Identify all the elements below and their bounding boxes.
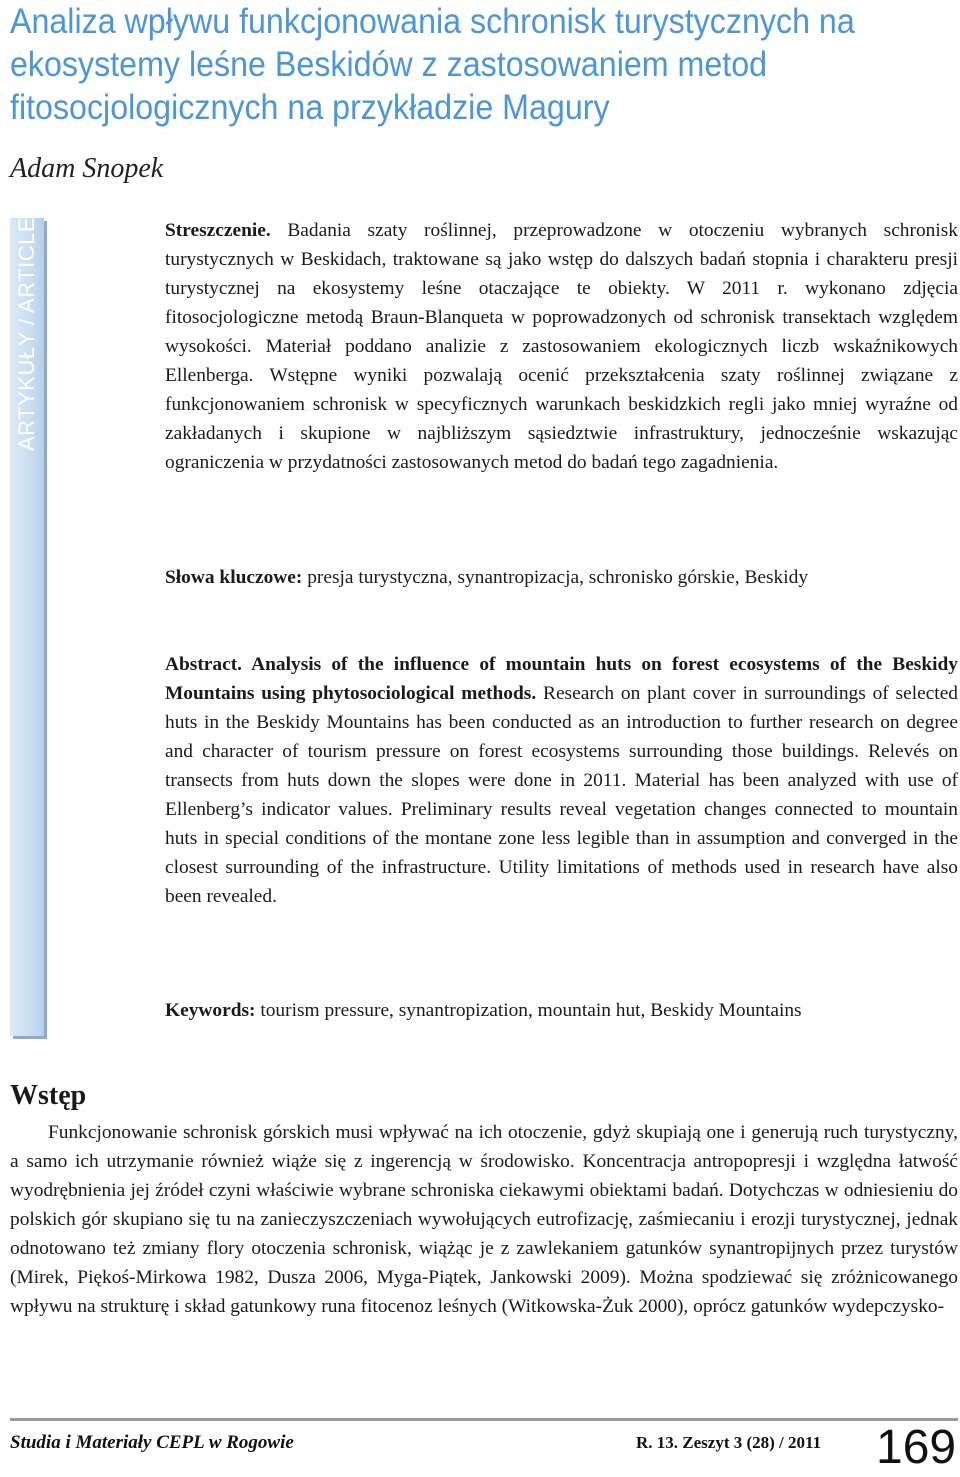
abstract-en — [165, 650, 958, 911]
section-sidebar — [10, 218, 44, 1036]
abstract-en-text: Research on plant cover in surroundings of selected huts in the Beskidy Mountains has been conducted as an introduction to further research on degree and character of tourism pressure on forest ecosystems surrounding those buildings. Relevés on transects from huts down the slopes were done in 2011. Material has been analyzed with use of Ellenberg’s indicator values. Preliminary results reveal vegetation changes connected to mountain huts in special conditions of the montane zone less legible than in assumption and converged in the closest surrounding of the infrastructure. Utility limitations of methods used in research have also been revealed. — [165, 683, 958, 907]
intro-paragraph: Funkcjonowanie schronisk górskich musi wpływać na ich otoczenie, gdyż skupiają one i generują ruch turystyczny, a samo ich utrzymanie również wiąże się z ingerencją w środowisko. Koncentracja antropopresji i względna łatwość wyodrębnienia jej źródeł czyni właściwie wybrane schroniska ciekawymi obiektami badań. Dotychczas w odniesieniu do polskich gór skupiano się tu na zanieczyszczeniach wywołujących eutrofizację, zaśmiecaniu i erozji turystycznej, jednak odnotowano też zmiany flory otoczenia schronisk, wiążąc je z zawlekaniem gatunków synantropijnych przez turystów (Mirek, Piękoś-Mirkowa 1982, Dusza 2006, Myga-Piątek, Jankowski 2009). Można spodziewać się zróżnicowanego wpływu na strukturę i skład gatunkowy runa fitocenoz leśnych (Witkowska-Żuk 2000), oprócz gatunków wydepczysko- — [10, 1122, 958, 1317]
section-label: ARTYKUŁY / ARTICLE — [14, 217, 40, 451]
keywords-pl-label: Słowa kluczowe: — [165, 567, 303, 588]
abstract-pl — [165, 216, 958, 477]
keywords-pl-text: presja turystyczna, synantropizacja, schronisko górskie, Beskidy — [307, 567, 809, 588]
section-label-wrapper — [10, 218, 44, 450]
author-name: Adam Snopek — [10, 153, 164, 184]
abstract-en-label: Abstract. Analysis of the influence of mountain huts on forest ecosystems of the Beskidy Mountains using phytosociological methods. — [165, 654, 958, 704]
article-title: Analiza wpływu funkcjonowania schronisk turystycznych na ekosystemy leśne Beskidów z zastosowaniem metod fitosocjologicznych na przykładzie Magury — [10, 2, 855, 127]
abstract-pl-text: Badania szaty roślinnej, przeprowadzone w otoczeniu wybranych schronisk turystycznych w Beskidach, traktowane są jako wstęp do dalszych badań stopnia i charakteru presji turystycznej na ekosystemy leśne otaczające te obiekty. W 2011 r. wykonano zdjęcia fitosocjologiczne metodą Braun-Blanqueta w poprowadzonych od schronisk transektach względem wysokości. Materiał poddano analizie z zastosowaniem ekologicznych liczb wskaźnikowych Ellenberga. Wstępne wyniki pozwalają ocenić przekształcenia szaty roślinnej związane z funkcjonowaniem schronisk w specyficznych warunkach beskidzkich regli jako mniej wyraźne od zakładanych i skupione w najbliższym sąsiedztwie infrastruktury, jednocześnie wskazując ograniczenia w przydatności zastosowanych metod do badań tego zagadnienia. — [165, 220, 958, 473]
page-number: 169 — [876, 1421, 957, 1474]
keywords-en — [165, 996, 958, 1025]
abstract-pl-label: Streszczenie. — [165, 220, 271, 241]
keywords-pl — [165, 563, 958, 592]
keywords-en-label: Keywords: — [165, 1000, 256, 1021]
keywords-en-text: tourism pressure, synantropization, mountain hut, Beskidy Mountains — [260, 1000, 802, 1021]
footer-divider — [10, 1418, 958, 1421]
issue-info: R. 13. Zeszyt 3 (28) / 2011 — [636, 1433, 822, 1452]
journal-name: Studia i Materiały CEPL w Rogowie — [10, 1432, 294, 1453]
intro-heading: Wstęp — [10, 1080, 87, 1111]
